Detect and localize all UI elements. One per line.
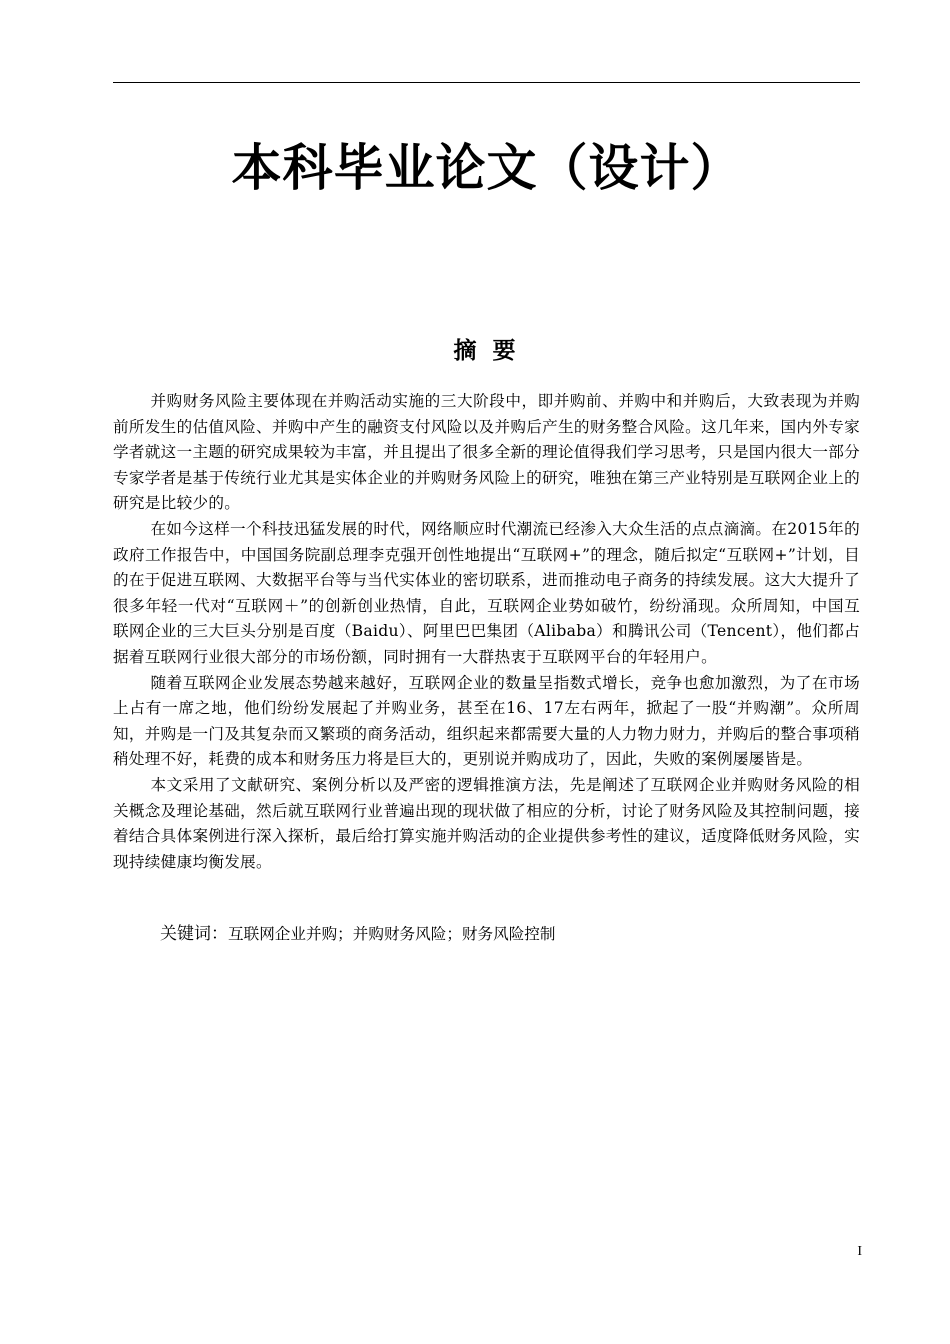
abstract-paragraph-1: 并购财务风险主要体现在并购活动实施的三大阶段中，即并购前、并购中和并购后，大致表现为并购前所发生的估值风险、并购中产生的融资支付风险以及并购后产生的财务整合风险。这几年来，国内外专家学者就这一主题的研究成果较为丰富，并且提出了很多全新的理论值得我们学习思考，只是国内很大一部分专家学者是基于传统行业尤其是实体企业的并购财务风险上的研究，唯独在第三产业特别是互联网企业上的研究是比较少的。 — [113, 392, 861, 513]
keywords-line — [160, 922, 860, 946]
abstract-body — [113, 389, 860, 875]
keywords-text: 互联网企业并购；并购财务风险；财务风险控制 — [228, 925, 556, 943]
header-rule — [113, 82, 860, 83]
abstract-paragraph-2: 在如今这样一个科技迅猛发展的时代，网络顺应时代潮流已经渗入大众生活的点点滴滴。在2015年的政府工作报告中，中国国务院副总理李克强开创性地提出“互联网+”的理念，随后拟定“互联网+”计划，目的在于促进互联网、大数据平台等与当代实体业的密切联系，进而推动电子商务的持续发展。这大大提升了很多年轻一代对“互联网＋”的创新创业热情，自此，互联网企业势如破竹，纷纷涌现。众所周知，中国互联网企业的三大巨头分别是百度（Baidu）、阿里巴巴集团（Alibaba）和腾讯公司（Tencent），他们都占据着互联网行业很大部分的市场份额，同时拥有一大群热衷于互联网平台的年轻用户。 — [113, 519, 861, 666]
document-title: 本科毕业论文（设计） — [231, 139, 742, 197]
abstract-paragraph-3: 随着互联网企业发展态势越来越好，互联网企业的数量呈指数式增长，竞争也愈加激烈，为了在市场上占有一席之地，他们纷纷发展起了并购业务，甚至在16、17左右两年，掀起了一股“并购潮”。众所周知，并购是一门及其复杂而又繁琐的商务活动，组织起来都需要大量的人力物力财力，并购后的整合事项稍稍处理不好，耗费的成本和财务压力将是巨大的，更别说并购成功了，因此，失败的案例屡屡皆是。 — [113, 673, 861, 769]
abstract-paragraph-4: 本文采用了文献研究、案例分析以及严密的逻辑推演方法，先是阐述了互联网企业并购财务风险的相关概念及理论基础，然后就互联网行业普遍出现的现状做了相应的分析，讨论了财务风险及其控制问题，接着结合具体案例进行深入探析，最后给打算实施并购活动的企业提供参考性的建议，适度降低财务风险，实现持续健康均衡发展。 — [113, 775, 861, 871]
keywords-label: 关键词： — [160, 924, 228, 944]
abstract-heading: 摘 要 — [453, 337, 520, 364]
page-number: I — [857, 1244, 862, 1259]
